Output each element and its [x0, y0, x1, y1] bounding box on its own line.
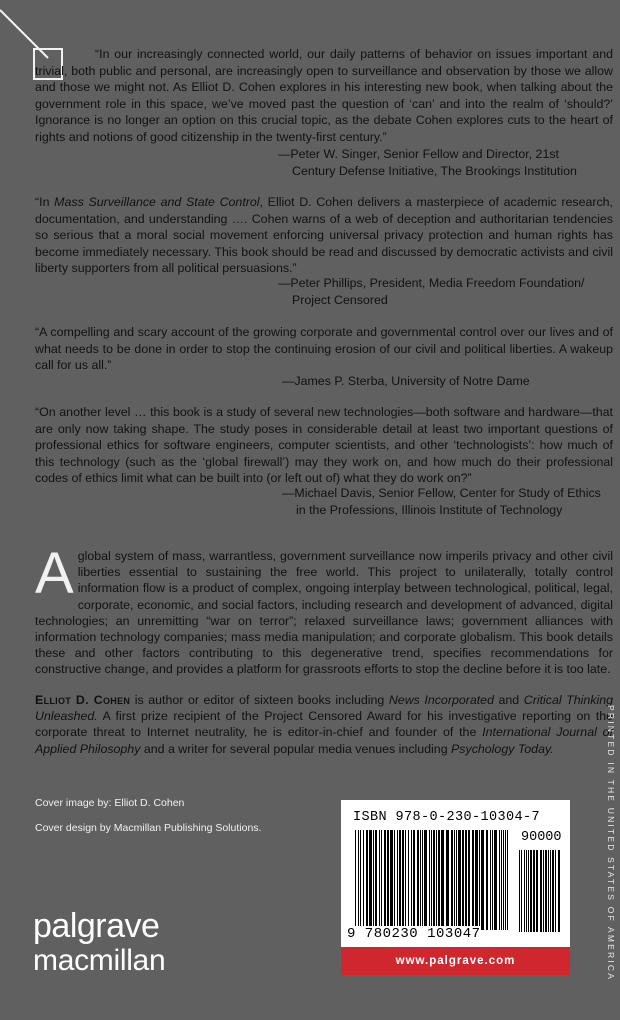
book-title-italic: Mass Surveillance and State Control — [54, 195, 260, 209]
cover-design-credit: Cover design by Macmillan Publishing Solutions. — [35, 822, 262, 834]
barcode-panel — [341, 800, 570, 975]
quote-attribution-2: —Peter Phillips, President, Media Freedom Foundation/ Project Censored — [278, 276, 585, 307]
drop-cap: A — [35, 541, 74, 606]
quote-attribution-3: —James P. Sterba, University of Notre Dame — [282, 374, 530, 388]
publisher-logo-palgrave: palgrave — [33, 907, 160, 945]
endorsement-quote-1 — [35, 46, 613, 146]
book-description: Aglobal system of mass, warrantless, government surveillance now imperils privacy and other civil liberties essential to sustaining the free world. This project to unilaterally, totally control information flow is a product of complex, ongoing interplay between technological, political, legal, corporate, economic, and social factors, including research and development of advanced, digital technologies; an unremitting “war on terror”; relaxed surveillance laws; government alliances with information technology companies; mass media manipulation; and corporate globalism. This book details these and other factors contributing to this degenerative trend, specifies recommendations for constructive change, and provides a platform for grassroots efforts to stop the decline before it is too late. — [35, 541, 613, 677]
quote-text: “In our increasingly connected world, our daily patterns of behavior on issues important and trivial, both public and personal, are increasingly open to surveillance and observation by those we allow and those we might not. As Elliot D. Cohen explores in his interesting new book, when talking about the government role in this space, we’ve moved past the question of ‘can’ and into the realm of ‘should?’ Ignorance is no longer an option on this crucial topic, as the debate Cohen explores cuts to the heart of rights and notions of good citizenship in the twenty-first century.” — [35, 47, 613, 144]
publisher-logo-macmillan: macmillan — [33, 944, 166, 977]
printed-in-usa: PRINTED IN THE UNITED STATES OF AMERICA — [606, 705, 616, 982]
quote-attribution-1: —Peter W. Singer, Senior Fellow and Director, 21st Century Defense Initiative, The Brookings Institution — [278, 147, 577, 178]
author-name: Elliot D. Cohen — [35, 693, 131, 707]
endorsement-quote-2: “In Mass Surveillance and State Control, Elliot D. Cohen delivers a masterpiece of academic research, documentation, and understanding …. Cohen warns of a web of deception and authoritarian tendencies so serious that a moral social movement enforcing universal privacy protection and human rights has become immediately necessary. This book should be read and discussed by democratic activists and civil liberty supporters from all political persuasions.” — [35, 195, 613, 276]
quote-attribution-4: —Michael Davis, Senior Fellow, Center for Study of Ethics in the Professions, Illinois Institute of Technology — [282, 486, 601, 517]
price-code: 90000 — [521, 830, 562, 845]
author-bio: Elliot D. Cohen is author or editor of sixteen books including News Incorporated and Critical Thinking Unleashed. A first prize recipient of the Project Censored Award for his investigative reporting on the corporate threat to Internet neutrality, he is editor-in-chief and founder of the International Journal of Applied Philosophy and a writer for several popular media venues including Psychology Today. — [35, 693, 613, 756]
cover-image-credit: Cover image by: Elliot D. Cohen — [35, 797, 185, 809]
endorsement-quote-4: “On another level … this book is a study of several new technologies—both software and hardware—that are only now taking shape. The study poses in considerable detail at least two important questions of professional ethics for software engineers, computer scientists, and other ‘technologists’: how much of this technology (such as the ‘global firewall’) may they work on, and how much do their professional codes of ethics limit what can be built into (or left out of) what they do work on?” — [35, 405, 613, 486]
isbn-text: ISBN 978-0-230-10304-7 — [353, 810, 541, 825]
endorsement-quote-3: “A compelling and scary account of the growing corporate and governmental control over our lives and of what needs to be done in order to stop the continuing erosion of our civil and political liberties. A wakeup call for us all.” — [35, 325, 613, 373]
ean-digits: 9 780230 103047 — [347, 926, 481, 942]
website-url: www.palgrave.com — [341, 947, 570, 975]
